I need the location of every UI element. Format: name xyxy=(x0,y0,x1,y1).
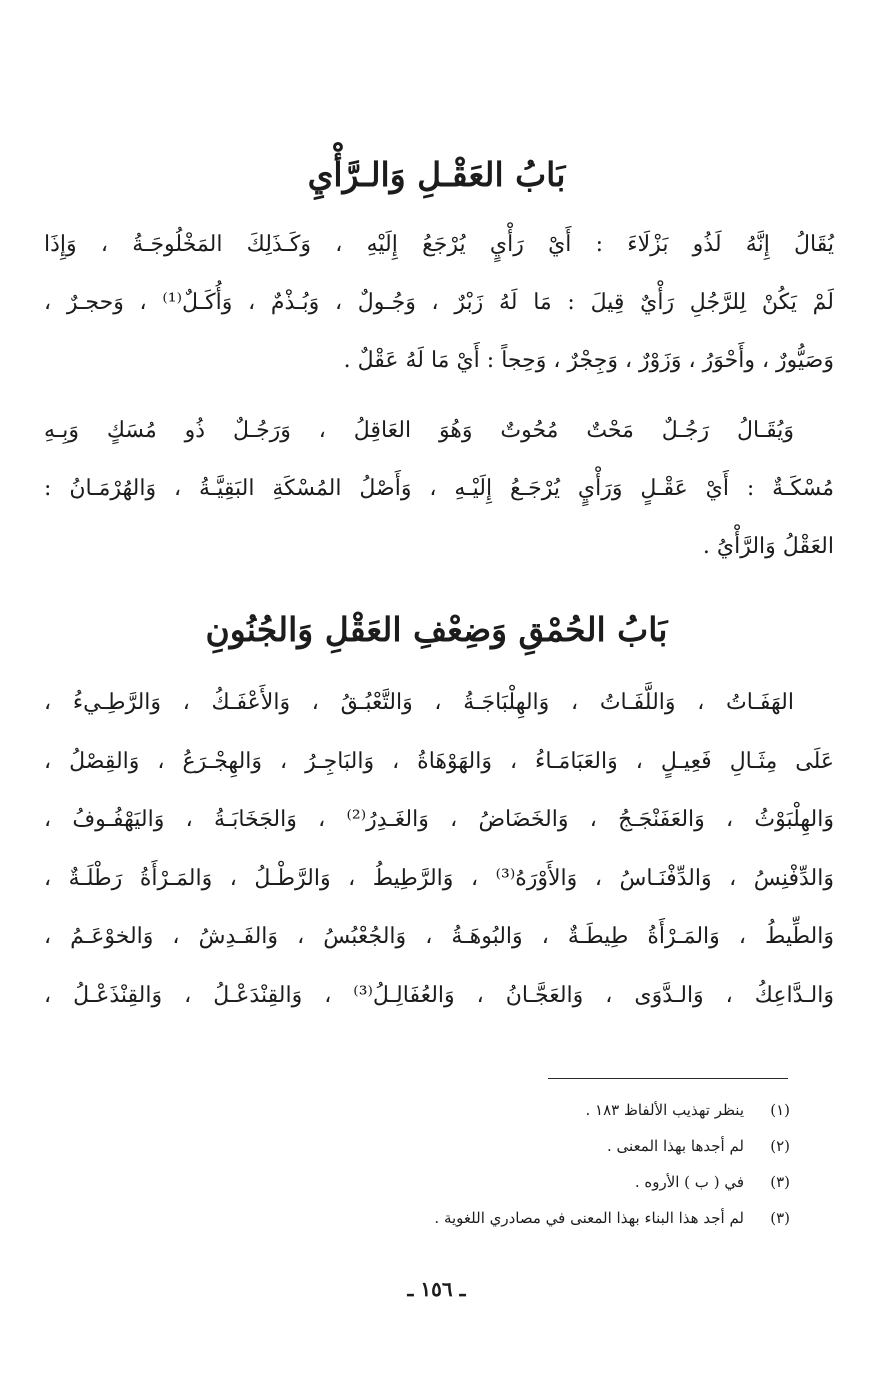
footnote-text: لم أجدها بهذا المعنى . xyxy=(607,1137,744,1155)
text-line: العَقْلُ وَالرَّأْيُ . xyxy=(702,534,834,559)
footnote-text: ينظر تهذيب الألفاظ ١٨٣ . xyxy=(585,1101,744,1119)
footnotes xyxy=(270,1092,790,1236)
text-line: مُسْكَـةٌ : أَيْ عَقْـلٍ وَرَأْيٍ يُرْجَـعُ إِلَيْـهِ ، وَأَصْلُ المُسْكَةِ البَقِيَّـةُ ، وَالهُرْمَـانُ : xyxy=(44,476,834,501)
text-line: وَالدِّفْنِسُ ، وَالدِّفْنَـاسُ ، وَالأَوْرَهُ⁽³⁾ ، وَالرَّطِيطُ ، وَالرَّطْـلُ ، وَالمَـرْأَةُ رَطْلَـةٌ ، xyxy=(44,865,834,891)
paragraph-intellect xyxy=(44,216,834,390)
paragraph-foolishness xyxy=(44,674,834,1025)
section-title-intellect-and-opinion: بَابُ العَقْـلِ وَالـرَّأْيِ xyxy=(307,155,566,194)
footnote xyxy=(270,1164,790,1200)
footnote-number: (١) xyxy=(770,1101,790,1119)
footnote-text: لم أجد هذا البناء بهذا المعنى في مصادري اللغوية . xyxy=(434,1209,744,1227)
footnote-number: (٢) xyxy=(770,1137,790,1155)
footnote xyxy=(270,1092,790,1128)
text-line: عَلَى مِثَـالِ فَعِيـلٍ ، وَالعَبَامَـاءُ ، وَالهَوْهَاةُ ، وَالبَاجِـرُ ، وَالهِجْـرَعُ ، وَالقِصْلُ ، xyxy=(44,748,834,774)
footnote-separator xyxy=(548,1078,788,1079)
text-line: لَمْ يَكُنْ لِلرَّجُلِ رَأْيٌ قِيلَ : مَا لَهُ زَبْرٌ ، وَجُـولٌ ، وَبُـذْمٌ ، وَأُكَـلٌ⁽¹⁾ ، وَحجـرٌ ، xyxy=(44,290,834,315)
section-title-foolishness: بَابُ الحُمْقِ وَضِعْفِ العَقْلِ وَالجُنُونِ xyxy=(205,610,668,649)
text-line: الهَفَـاتُ ، وَاللَّفَـاتُ ، وَالهِلْبَاجَـةُ ، وَالتَّعْبُـقُ ، وَالأَعْفَـكُ ، وَالرَّطِـيءُ ، xyxy=(44,690,794,715)
page-number: ـ ١٥٦ ـ xyxy=(407,1277,466,1301)
text-line: وَالـدَّاعِكُ ، وَالـدَّوَى ، وَالعَجَّـانُ ، وَالعُفَالِـلُ⁽³⁾ ، وَالقِنْدَعْـلُ ، وَالقِنْذَعْـلُ ، xyxy=(44,982,834,1008)
text-line: وَالطِّيطُ ، وَالمَـرْأَةُ طِيطَـةٌ ، وَالبُوهَـةُ ، وَالجُعْبُسُ ، وَالفَـدِشُ ، وَالخوْعَـمُ ، xyxy=(44,924,834,949)
footnote-number: (٣) xyxy=(770,1173,790,1191)
text-line: وَالهِلْبَوْثُ ، وَالعَفَنْجَـجُ ، وَالخَضَاضُ ، وَالغَـدِرُ⁽²⁾ ، وَالجَخَابَـةُ ، وَاليَهْفُـوفُ ، xyxy=(44,807,834,832)
text-line: يُقَالُ إِنَّهُ لَذُو بَزْلَاءَ : أَيْ رَأْيٍ يُرْجَعُ إِلَيْهِ ، وَكَـذَلِكَ المَخْلُوجَـةُ ، وَإِذَا xyxy=(44,232,834,257)
footnote-text: في ( ب ) الأروه . xyxy=(634,1173,744,1191)
paragraph-wise-man xyxy=(44,402,834,576)
text-line: وَيُقَـالُ رَجُـلٌ مَحْتٌ مُحُوتٌ وَهُوَ العَاقِلُ ، وَرَجُـلٌ ذُو مُسَكٍ وَبِـهِ xyxy=(44,418,794,443)
footnote xyxy=(270,1128,790,1164)
text-line: وَصَيُّورٌ ، وأَحْوَرُ ، وَزَوْرٌ ، وَجِجْرٌ ، وَحِجاً : أَيْ مَا لَهُ عَقْلٌ . xyxy=(343,348,834,373)
footnote xyxy=(270,1200,790,1236)
footnote-number: (٣) xyxy=(770,1209,790,1227)
